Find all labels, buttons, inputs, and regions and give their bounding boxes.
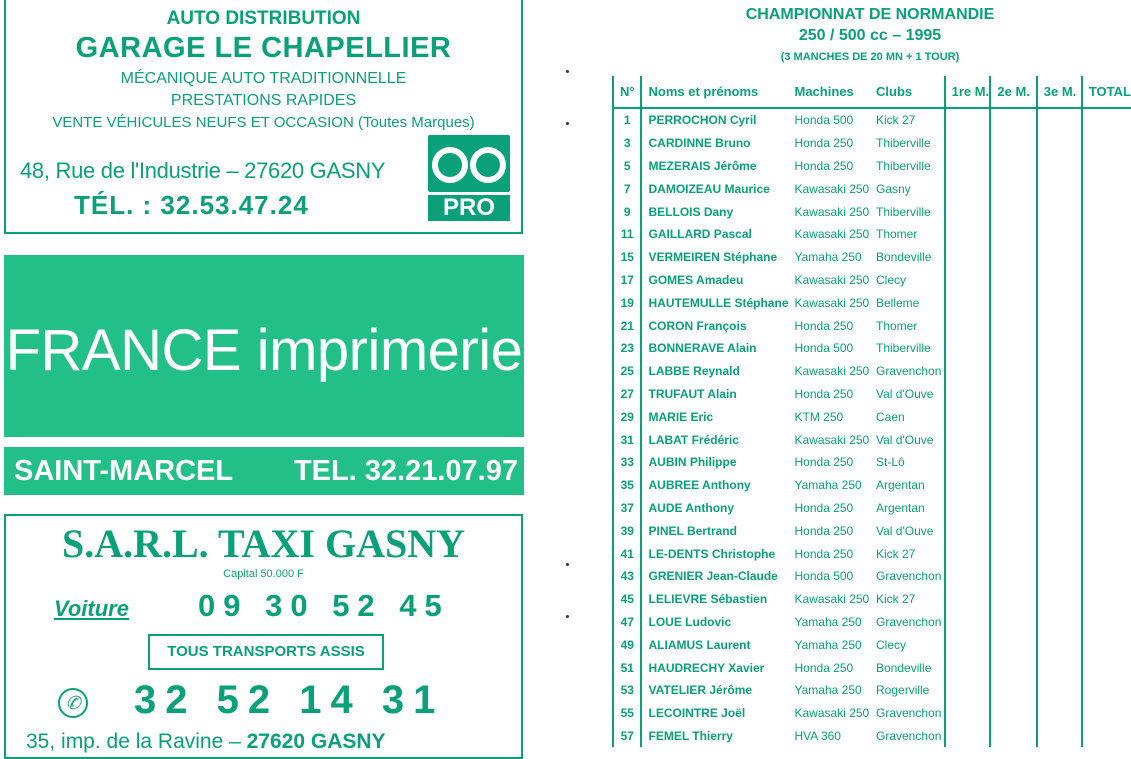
total-score [1082,497,1131,520]
table-row [613,497,1131,520]
fold-mark [566,122,569,125]
rider-number: 7 [613,177,641,200]
rider-machine: Honda 500 [794,569,854,584]
taxi-ad-address-street: 35, imp. de la Ravine – [26,730,247,753]
rider-number: 47 [613,611,641,634]
round-3-score [1037,497,1082,520]
rider-name: VERMEIREN Stéphane [648,250,778,265]
rider-number: 45 [613,588,641,611]
rider-machine: Honda 250 [794,318,854,333]
rider-number: 21 [613,314,641,337]
rider-club: Thomer [876,227,918,242]
rider-number: 5 [613,155,641,178]
round-2-score [990,291,1036,314]
total-score [1082,108,1131,132]
rider-name: PERROCHON Cyril [648,113,757,128]
france-imprimerie-ad [4,255,524,437]
table-row [613,542,1131,565]
round-3-score [1037,246,1082,269]
rider-name: BELLOIS Dany [648,204,734,219]
round-3-score [1037,132,1082,155]
rider-number: 35 [613,474,641,497]
france-ad-phone: TEL. 32.21.07.97 [293,455,518,487]
rider-machine: Kawasaki 250 [794,181,870,196]
round-1-score [945,223,991,246]
table-row [613,155,1131,178]
table-row [613,474,1131,497]
garage-ad [4,0,523,234]
rider-machine: Honda 500 [794,341,854,356]
rider-number: 23 [613,337,641,360]
round-3-score [1037,519,1082,542]
table-row [613,383,1131,406]
rider-machine: Kawasaki 250 [794,295,870,310]
total-score [1082,474,1131,497]
rider-club: Gravenchon [876,706,942,721]
round-3-score [1037,360,1082,383]
rider-name: LOUE Ludovic [648,614,732,629]
round-1-score [945,177,991,200]
round-3-score [1037,633,1082,656]
rider-name: HAUTEMULLE Stéphane [648,295,789,310]
header-round-1: 1re M. [945,76,991,108]
taxi-ad [4,514,523,759]
rider-name: AUBIN Philippe [648,455,737,470]
championship-page [590,0,1131,755]
table-row [613,337,1131,360]
total-score [1082,611,1131,634]
total-score [1082,725,1131,748]
rider-name: AUBREE Anthony [648,478,751,493]
header-machine: Machines [789,76,871,108]
round-1-score [945,656,991,679]
total-score [1082,360,1131,383]
rider-name: MEZERAIS Jérôme [648,158,757,173]
rider-machine: Honda 250 [794,136,854,151]
table-row [613,200,1131,223]
round-2-score [990,542,1036,565]
table-row [613,132,1131,155]
round-2-score [990,519,1036,542]
round-3-score [1037,611,1082,634]
ad-logo-mark [428,135,510,192]
header-total: TOTAL [1082,76,1131,108]
rider-number: 55 [613,702,641,725]
rider-number: 15 [613,246,641,269]
rider-machine: Kawasaki 250 [794,706,870,721]
round-1-score [945,611,991,634]
total-score [1082,656,1131,679]
rider-machine: Yamaha 250 [794,250,862,265]
taxi-ad-voiture-label: Voiture [54,596,129,621]
header-number: N° [613,76,641,108]
results-header-row [613,76,1131,108]
round-2-score [990,108,1036,132]
rider-machine: Kawasaki 250 [794,364,870,379]
round-3-score [1037,474,1082,497]
france-ad-contact-bar [4,447,524,495]
rider-club: Gravenchon [876,364,942,379]
rider-name: BONNERAVE Alain [648,341,757,356]
rider-number: 1 [613,108,641,132]
total-score [1082,132,1131,155]
table-row [613,314,1131,337]
rider-club: Bondeville [876,250,932,265]
round-2-score [990,497,1036,520]
rider-number: 39 [613,519,641,542]
rider-club: Gravenchon [876,569,942,584]
table-row [613,588,1131,611]
rider-name: LELIEVRE Sébastien [648,592,768,607]
round-2-score [990,337,1036,360]
round-2-score [990,223,1036,246]
round-2-score [990,132,1036,155]
total-score [1082,702,1131,725]
round-3-score [1037,588,1082,611]
rider-club: Kick 27 [876,592,916,607]
table-row [613,108,1131,132]
table-row [613,246,1131,269]
round-3-score [1037,383,1082,406]
rider-club: Thiberville [876,158,931,173]
round-1-score [945,679,991,702]
france-ad-title: FRANCE imprimerie [5,318,523,383]
rider-club: Gravenchon [876,728,942,743]
results-body [613,108,1131,747]
round-3-score [1037,679,1082,702]
rider-club: Bondeville [876,660,932,675]
total-score [1082,565,1131,588]
round-2-score [990,656,1036,679]
rider-number: 11 [613,223,641,246]
round-2-score [990,474,1036,497]
total-score [1082,405,1131,428]
table-row [613,656,1131,679]
rider-club: Argentan [876,478,925,493]
garage-ad-line4: PRESTATIONS RAPIDES [170,92,357,109]
fold-mark [566,70,569,73]
round-3-score [1037,405,1082,428]
rider-club: Thiberville [876,341,931,356]
rider-machine: Yamaha 250 [794,683,862,698]
table-row [613,360,1131,383]
rider-name: ALIAMUS Laurent [648,637,751,652]
garage-ad-line3: MÉCANIQUE AUTO TRADITIONNELLE [120,70,407,87]
round-2-score [990,588,1036,611]
round-1-score [945,542,991,565]
table-row [613,679,1131,702]
garage-ad-line1: AUTO DISTRIBUTION [166,8,361,29]
table-row [613,633,1131,656]
header-name: Noms et prénoms [641,76,788,108]
table-row [613,291,1131,314]
round-1-score [945,155,991,178]
rider-number: 49 [613,633,641,656]
rider-number: 3 [613,132,641,155]
rider-number: 41 [613,542,641,565]
rider-number: 31 [613,428,641,451]
round-2-score [990,702,1036,725]
round-1-score [945,565,991,588]
table-row [613,565,1131,588]
round-1-score [945,633,991,656]
total-score [1082,519,1131,542]
round-2-score [990,428,1036,451]
round-2-score [990,269,1036,292]
rider-machine: Honda 250 [794,523,854,538]
total-score [1082,428,1131,451]
rider-club: Kick 27 [876,113,916,128]
championship-format: (3 MANCHES DE 20 MN + 1 TOUR) [780,51,960,63]
round-1-score [945,246,991,269]
round-3-score [1037,108,1082,132]
rider-name: HAUDRECHY Xavier [648,660,765,675]
header-round-3: 3e M. [1037,76,1082,108]
header-club: Clubs [870,76,945,108]
rider-machine: Kawasaki 250 [794,227,870,242]
round-2-score [990,383,1036,406]
rider-number: 33 [613,451,641,474]
round-3-score [1037,656,1082,679]
round-2-score [990,565,1036,588]
garage-ad-name: GARAGE LE CHAPELLIER [75,32,452,64]
rider-name: AUDE Anthony [648,500,735,515]
round-2-score [990,633,1036,656]
round-1-score [945,383,991,406]
rider-machine: KTM 250 [794,409,844,424]
rider-machine: Honda 250 [794,660,854,675]
rider-club: Clecy [876,637,907,652]
table-row [613,405,1131,428]
phone-icon: ✆ [58,688,88,718]
round-1-score [945,702,991,725]
rider-number: 17 [613,269,641,292]
rider-name: LE-DENTS Christophe [648,546,776,561]
rider-name: DAMOIZEAU Maurice [648,181,770,196]
taxi-ad-address-city: 27620 GASNY [246,730,386,753]
rider-name: GOMES Amadeu [648,272,744,287]
round-3-score [1037,542,1082,565]
round-1-score [945,360,991,383]
rider-name: LECOINTRE Joël [648,706,746,721]
total-score [1082,200,1131,223]
fold-mark [566,615,569,618]
total-score [1082,633,1131,656]
table-row [613,177,1131,200]
round-2-score [990,405,1036,428]
rider-name: CARDINNE Bruno [648,136,751,151]
rider-machine: Honda 250 [794,386,854,401]
rider-number: 25 [613,360,641,383]
table-row [613,428,1131,451]
round-2-score [990,155,1036,178]
rider-number: 53 [613,679,641,702]
total-score [1082,451,1131,474]
rider-club: Clecy [876,272,907,287]
rider-number: 43 [613,565,641,588]
garage-ad-address: 48, Rue de l'Industrie – 27620 GASNY [20,158,386,183]
round-2-score [990,360,1036,383]
table-row [613,725,1131,748]
rider-club: Thiberville [876,204,931,219]
rider-club: St-Lô [876,455,905,470]
rider-club: Rogerville [876,683,930,698]
total-score [1082,155,1131,178]
round-1-score [945,588,991,611]
header-round-2: 2e M. [990,76,1036,108]
rider-name: MARIE Eric [648,409,714,424]
round-1-score [945,519,991,542]
rider-name: GRENIER Jean-Claude [648,569,778,584]
total-score [1082,588,1131,611]
round-3-score [1037,451,1082,474]
rider-club: Caen [876,409,905,424]
taxi-ad-address [26,730,386,754]
round-2-score [990,314,1036,337]
total-score [1082,269,1131,292]
rider-club: Kick 27 [876,546,916,561]
rider-name: PINEL Bertrand [648,523,737,538]
round-1-score [945,314,991,337]
round-1-score [945,451,991,474]
round-2-score [990,246,1036,269]
total-score [1082,542,1131,565]
table-row [613,702,1131,725]
rider-machine: Kawasaki 250 [794,592,870,607]
total-score [1082,223,1131,246]
total-score [1082,383,1131,406]
round-1-score [945,200,991,223]
table-row [613,611,1131,634]
round-3-score [1037,269,1082,292]
rider-number: 9 [613,200,641,223]
rider-club: Gravenchon [876,614,942,629]
rider-number: 19 [613,291,641,314]
rider-club: Val d'Ouve [876,432,934,447]
round-1-score [945,108,991,132]
total-score [1082,337,1131,360]
round-1-score [945,474,991,497]
rider-name: TRUFAUT Alain [648,386,737,401]
rider-club: Argentan [876,500,925,515]
rider-club: Val d'Ouve [876,386,934,401]
taxi-ad-title: S.A.R.L. TAXI GASNY [61,521,466,566]
rider-number: 57 [613,725,641,748]
round-1-score [945,132,991,155]
rider-number: 27 [613,383,641,406]
rider-club: Thiberville [876,136,931,151]
total-score [1082,246,1131,269]
round-3-score [1037,177,1082,200]
rider-name: LABBE Reynald [648,364,740,379]
round-1-score [945,725,991,748]
round-1-score [945,337,991,360]
rider-number: 51 [613,656,641,679]
championship-subtitle: 250 / 500 cc – 1995 [798,27,942,44]
ad-logo-pro: PRO [428,195,510,221]
round-1-score [945,497,991,520]
total-score [1082,291,1131,314]
round-3-score [1037,155,1082,178]
round-2-score [990,679,1036,702]
total-score [1082,679,1131,702]
garage-ad-phone: TÉL. : 32.53.47.24 [74,190,309,220]
rider-machine: Honda 250 [794,455,854,470]
rider-machine: Kawasaki 250 [794,272,870,287]
round-3-score [1037,314,1082,337]
table-row [613,519,1131,542]
championship-title: CHAMPIONNAT DE NORMANDIE [745,6,995,23]
taxi-ad-assis-box: TOUS TRANSPORTS ASSIS [148,634,384,670]
round-3-score [1037,291,1082,314]
taxi-ad-capital: Capital 50.000 F [223,568,304,580]
garage-ad-line5: VENTE VÉHICULES NEUFS ET OCCASION (Toutes Marques) [52,114,475,131]
round-3-score [1037,702,1082,725]
rider-number: 29 [613,405,641,428]
rider-club: Belleme [876,295,920,310]
rider-machine: Honda 500 [794,113,854,128]
round-2-score [990,611,1036,634]
rider-machine: Yamaha 250 [794,478,862,493]
round-3-score [1037,428,1082,451]
rider-number: 37 [613,497,641,520]
round-3-score [1037,565,1082,588]
round-1-score [945,269,991,292]
rider-machine: Kawasaki 250 [794,204,870,219]
table-row [613,223,1131,246]
rider-club: Val d'Ouve [876,523,934,538]
round-1-score [945,428,991,451]
rider-name: FEMEL Thierry [648,728,733,743]
rider-machine: HVA 360 [794,728,841,743]
ad-logo-icon [428,135,510,221]
round-2-score [990,725,1036,748]
advertisements-page [0,0,540,755]
rider-name: VATELIER Jérôme [648,683,753,698]
rider-name: GAILLARD Pascal [648,227,752,242]
rider-machine: Yamaha 250 [794,637,862,652]
taxi-ad-voiture-phone: 09 30 52 45 [198,588,450,623]
rider-name: LABAT Frédéric [648,432,739,447]
round-2-score [990,177,1036,200]
rider-machine: Honda 250 [794,500,854,515]
total-score [1082,314,1131,337]
round-1-score [945,405,991,428]
fold-mark [566,563,569,566]
rider-machine: Yamaha 250 [794,614,862,629]
round-3-score [1037,223,1082,246]
round-1-score [945,291,991,314]
rider-club: Gasny [876,181,911,196]
rider-name: CORON François [648,318,747,333]
results-table [612,76,1131,747]
total-score [1082,177,1131,200]
round-3-score [1037,337,1082,360]
rider-machine: Honda 250 [794,546,854,561]
round-2-score [990,200,1036,223]
table-row [613,451,1131,474]
rider-machine: Honda 250 [794,158,854,173]
round-3-score [1037,200,1082,223]
taxi-ad-phone: 32 52 14 31 [134,678,445,722]
table-row [613,269,1131,292]
rider-club: Thomer [876,318,918,333]
france-ad-city: SAINT-MARCEL [14,455,234,487]
round-2-score [990,451,1036,474]
rider-machine: Kawasaki 250 [794,432,870,447]
round-3-score [1037,725,1082,748]
